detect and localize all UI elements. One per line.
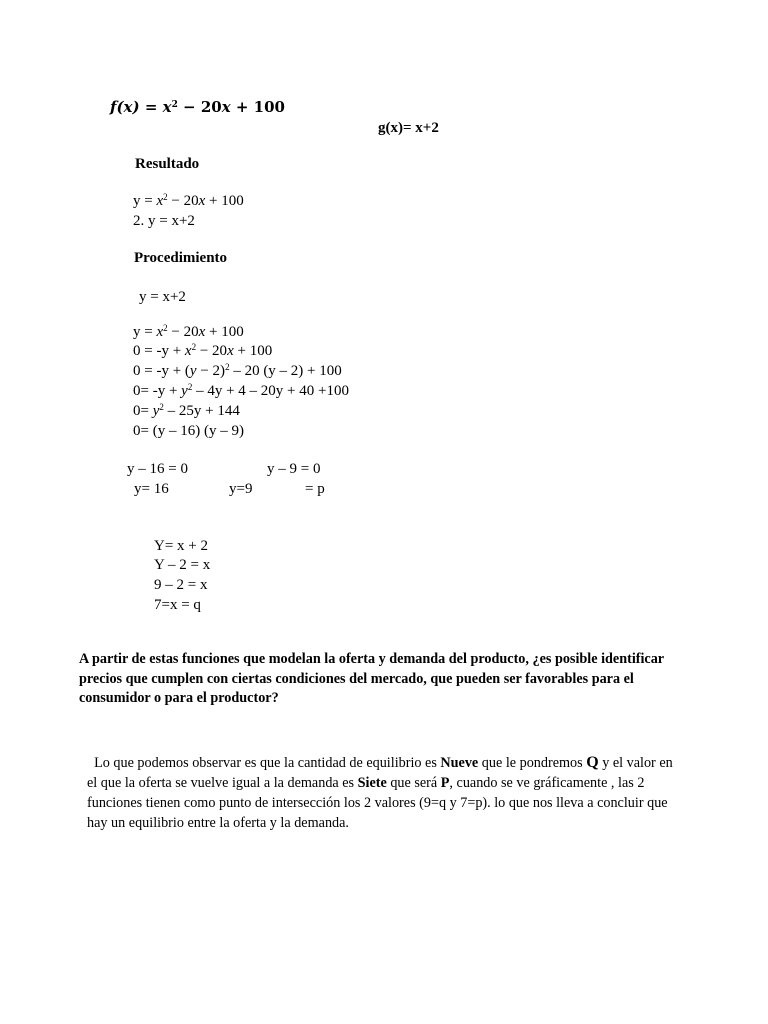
procedimiento-step-5: $0= y^2 - 25y + 144$	[133, 402, 240, 419]
answer-bold-nueve: Nueve	[440, 755, 479, 771]
solve-x-line-3: 9 – 2 = x	[154, 577, 208, 593]
root-value-p: = p	[305, 481, 325, 497]
procedimiento-step-6: 0= (y – 16) (y – 9)	[133, 423, 244, 439]
procedimiento-step-2: $0 = -y + x^2 - 20x + 100$	[133, 342, 273, 359]
root-equation-1: y – 16 = 0	[127, 461, 188, 477]
root-equation-2: y – 9 = 0	[267, 461, 321, 477]
function-f: $f(x) = x^2 - 20x + 100$	[110, 98, 285, 116]
answer-bold-q: Q	[586, 754, 599, 771]
procedimiento-step-4: $0= -y + y^2 - 4y + 4 - 20y + 40 +100$	[133, 382, 349, 399]
answer-bold-siete: Siete	[357, 775, 387, 791]
answer-bold-p: P	[440, 775, 450, 791]
question-paragraph: A partir de estas funciones que modelan la oferta y demanda del producto, ¿es posible identificar precios que cumplen con ciertas condiciones del mercado, que pueden ser favorables para el consumidor o para el productor?	[79, 651, 664, 706]
procedimiento-line-0: y = x+2	[139, 289, 186, 305]
answer-paragraph: Lo que podemos observar es que la cantidad de equilibrio es Nueve que le pondremos Q y el valor en el que la oferta se vuelve igual a la demanda es Siete que será P, cuando se ve gráficamente , las 2 funciones tienen como punto de intersección los 2 valores (9=q y 7=p). lo que nos lleva a concluir que hay un equilibrio entre la oferta y la demanda.	[87, 754, 673, 831]
root-value-2: y=9	[229, 481, 253, 497]
resultado-heading: Resultado	[135, 156, 200, 172]
resultado-line-2: 2. y = x+2	[133, 213, 195, 229]
solve-x-line-2: Y – 2 = x	[154, 557, 211, 573]
resultado-line-1: $y = x^2 - 20x + 100$	[133, 192, 244, 209]
procedimiento-heading: Procedimiento	[134, 250, 228, 266]
procedimiento-step-1: $y = x^2 - 20x + 100$	[133, 323, 244, 340]
solve-x-line-1: Y= x + 2	[154, 538, 209, 554]
procedimiento-step-3: $0 = -y + (y - 2)^2 - 20$ (y – 2) + 100	[133, 362, 342, 379]
root-value-1: y= 16	[134, 481, 169, 497]
solve-x-line-4: 7=x = q	[154, 597, 201, 613]
function-g: g(x)= x+2	[378, 120, 439, 136]
